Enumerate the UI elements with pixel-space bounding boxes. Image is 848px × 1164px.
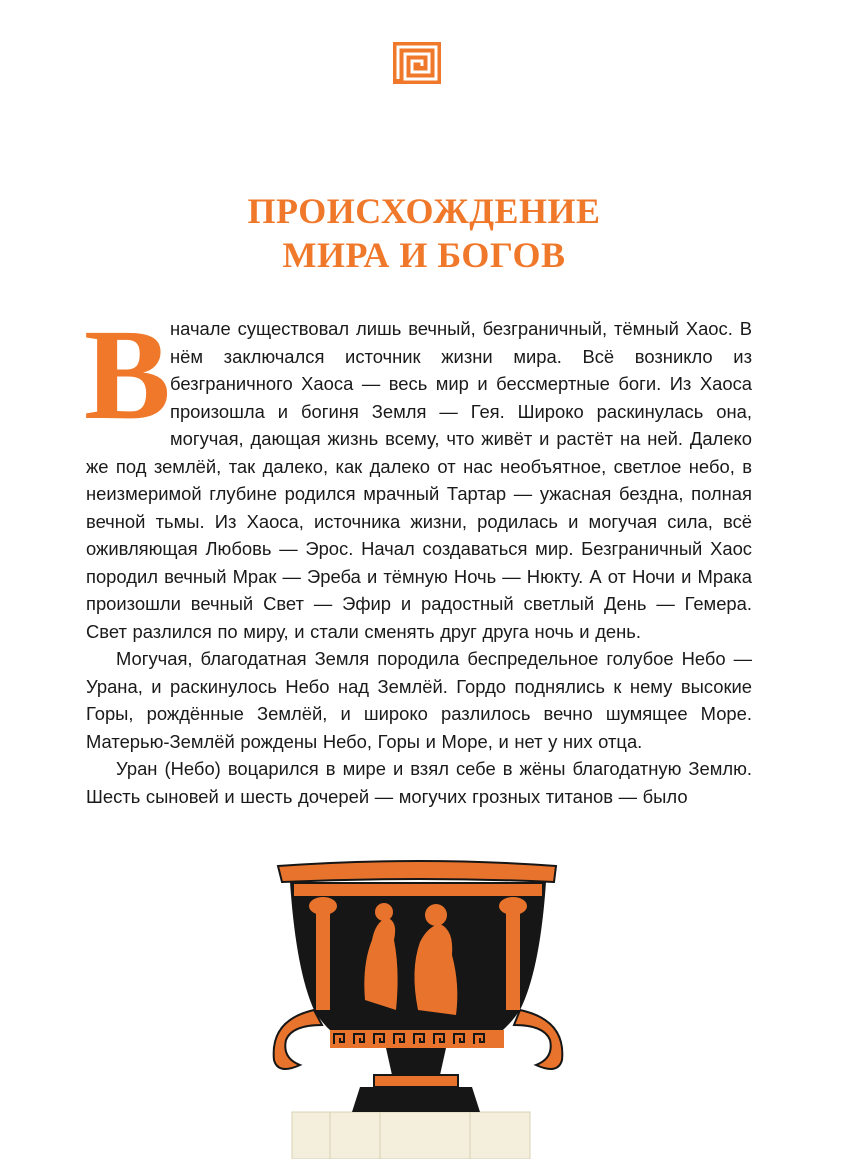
greek-key-icon (393, 42, 441, 84)
drop-cap: В (84, 303, 171, 447)
paragraph-1 (84, 303, 752, 645)
title-line-2: МИРА И БОГОВ (282, 235, 566, 275)
paragraph-2: Могучая, благодатная Земля породила беспредельное голубое Небо — Урана, и раскинулось Небо над Землёй. Гордо поднялись к нему высокие Горы, рождённые Землёй, и широко разлилось вечно шумящее Море. Матерью-Землёй рождены Небо, Горы и Море, и нет у них отца. (86, 648, 752, 752)
body-text (84, 303, 752, 810)
title-line-1: ПРОИСХОЖДЕНИЕ (247, 191, 601, 231)
paragraph-3: Уран (Небо) воцарился в мире и взял себе в жёны благодатную Землю. Шесть сыновей и шесть дочерей — могучих грозных титанов — было (86, 758, 752, 807)
greek-krater-vase-icon (270, 860, 570, 1159)
paragraph-1-text: начале существовал лишь вечный, безграничный, тёмный Хаос. В нём заключался источник жизни мира. Всё возникло из безграничного Хаоса — весь мир и бессмертные боги. Из Хаоса произошла и богиня Земля — Гея. Широко раскинулась она, могучая, дающая жизнь всему, что живёт и растёт на ней. Далеко же под землёй, так далеко, как далеко от нас необъятное, светлое небо, в неизмеримой глубине родился мрачный Тартар — ужасная бездна, полная вечной тьмы. Из Хаоса, источника жизни, родилась и могучая сила, всё оживляющая Любовь — Эрос. Начал создаваться мир. Безграничный Хаос породил вечный Мрак — Эреба и тёмную Ночь — Нюкту. А от Ночи и Мрака произошли вечный Свет — Эфир и радостный светлый День — Гемера. Свет разлился по миру, и стали сменять друг друга ночь и день. (86, 318, 752, 642)
page-title (0, 189, 848, 277)
